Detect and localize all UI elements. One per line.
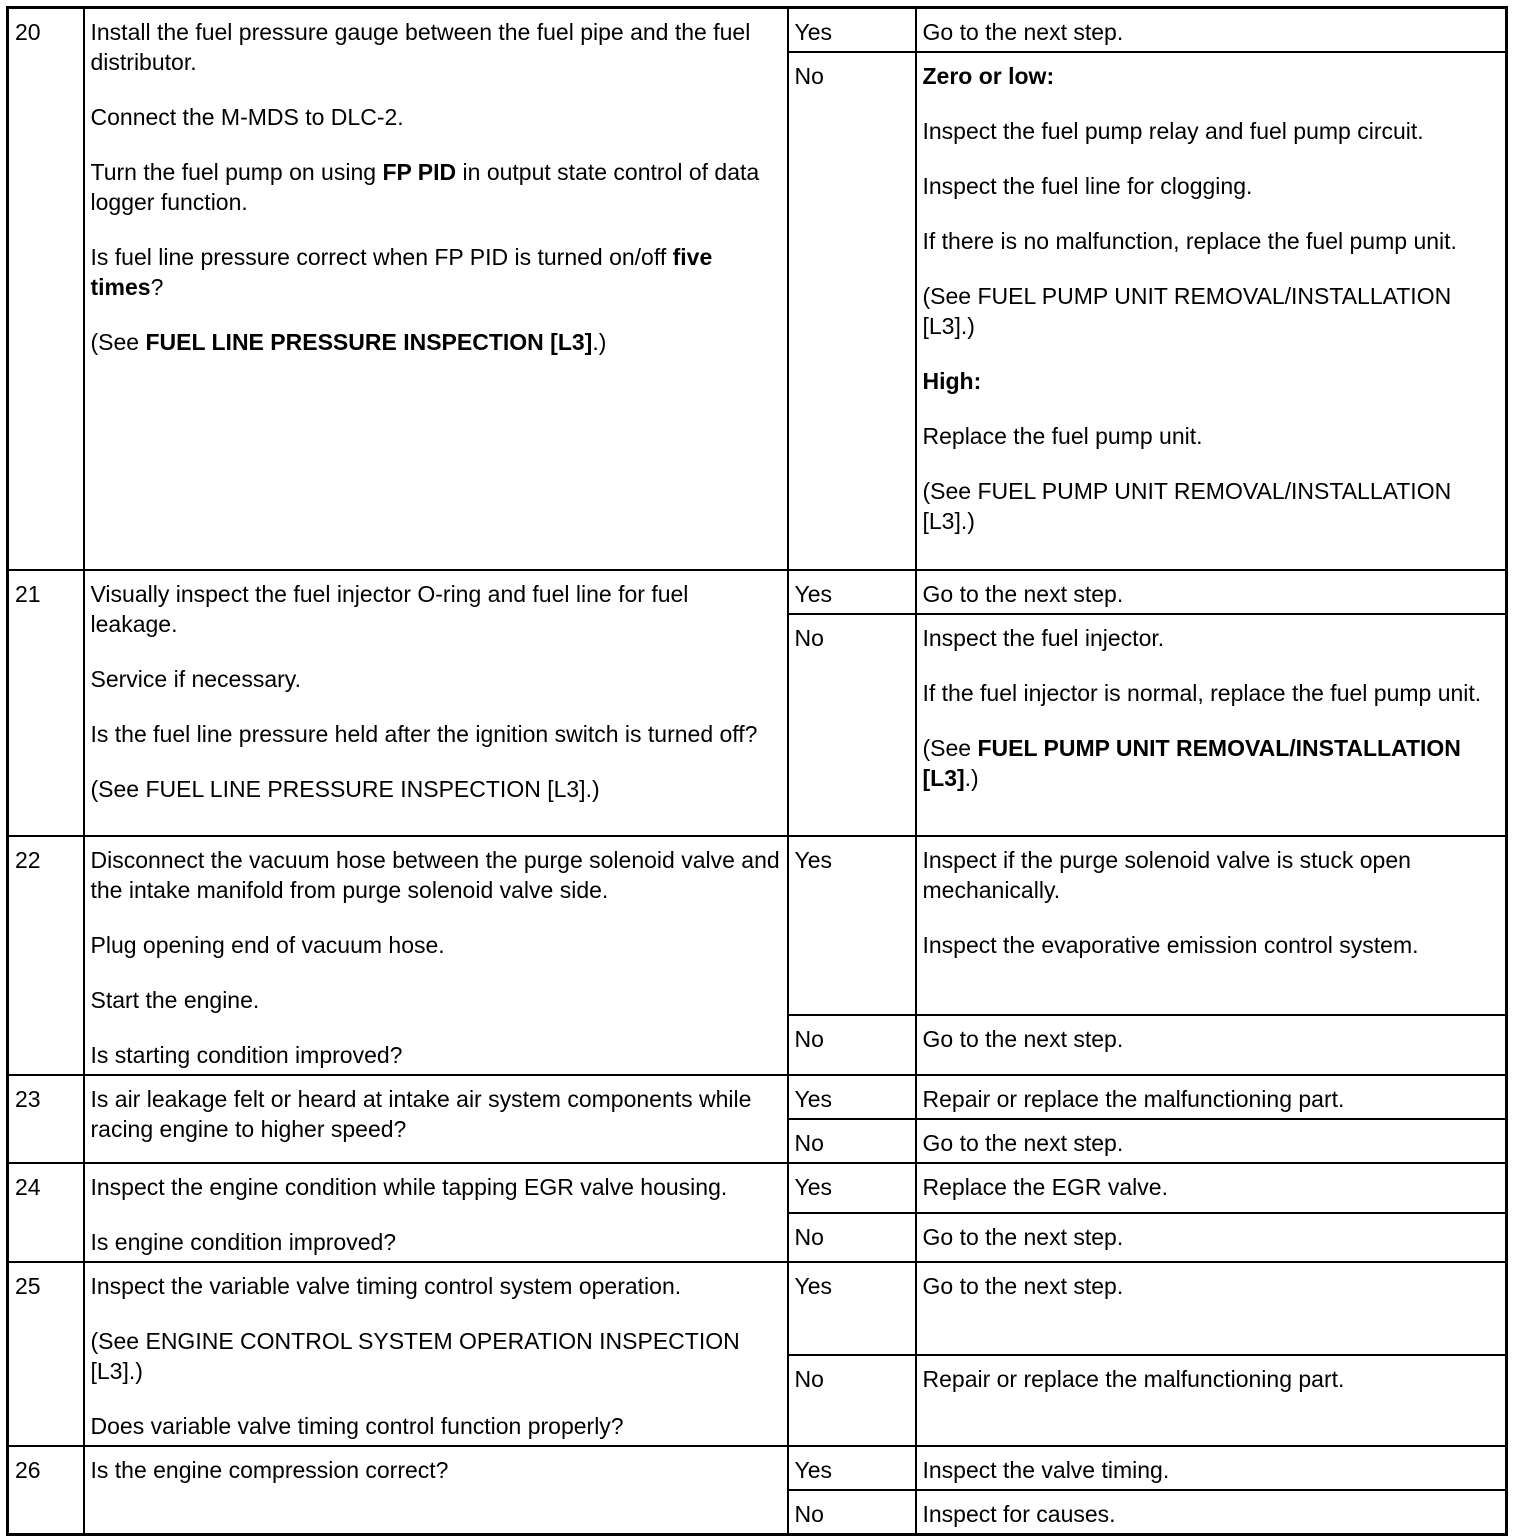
- text-run: in output state control of data logger function.: [90, 159, 760, 215]
- paragraph: [91, 845, 781, 905]
- step-number: 23: [8, 1075, 84, 1163]
- text-run: Go to the next step.: [922, 1025, 1124, 1052]
- text-run: (See FUEL LINE PRESSURE INSPECTION [L3].): [90, 776, 600, 802]
- paragraph: [91, 1172, 781, 1202]
- paragraph: [923, 1024, 1500, 1054]
- paragraph: [923, 623, 1500, 653]
- paragraph: [91, 1227, 781, 1257]
- bold-text: five times: [90, 244, 713, 300]
- step-answer: Yes: [788, 8, 916, 53]
- text-run: (See FUEL PUMP UNIT REMOVAL/INSTALLATION [L3].): [922, 283, 1452, 339]
- step-answer: No: [788, 1213, 916, 1263]
- bold-text: FP PID: [382, 159, 457, 185]
- step-answer: Yes: [788, 836, 916, 1015]
- step-action: [916, 836, 1507, 1015]
- paragraph: [91, 664, 781, 694]
- step-action: [916, 1355, 1507, 1446]
- text-run: Inspect for causes.: [922, 1501, 1116, 1527]
- text-run: Inspect the fuel line for clogging.: [922, 173, 1253, 199]
- paragraph: [923, 476, 1500, 536]
- text-run: Replace the fuel pump unit.: [922, 423, 1203, 449]
- text-run: Is starting condition improved?: [90, 1042, 403, 1068]
- text-run: Does variable valve timing control function properly?: [90, 1413, 624, 1439]
- step-answer: Yes: [788, 1163, 916, 1213]
- table-row: [8, 8, 1507, 53]
- text-run: Go to the next step.: [922, 581, 1124, 607]
- paragraph: [923, 171, 1500, 201]
- paragraph: [923, 226, 1500, 256]
- text-run: Is the fuel line pressure held after the ignition switch is turned off?: [90, 721, 758, 747]
- paragraph: [923, 1084, 1500, 1114]
- paragraph: [923, 281, 1500, 341]
- text-run: Inspect the valve timing.: [922, 1457, 1170, 1483]
- steps-table-body: [8, 8, 1507, 1535]
- text-run: Turn the fuel pump on using: [90, 159, 383, 185]
- text-run: .): [964, 765, 979, 791]
- step-number: 20: [8, 8, 84, 571]
- paragraph: [91, 242, 781, 302]
- step-answer: No: [788, 614, 916, 836]
- step-answer: No: [788, 1490, 916, 1535]
- step-number: 22: [8, 836, 84, 1075]
- step-action: [916, 1119, 1507, 1163]
- text-run: Visually inspect the fuel injector O-ring and fuel line for fuel leakage.: [90, 581, 689, 637]
- text-run: Inspect the evaporative emission control system.: [922, 932, 1419, 958]
- step-answer: No: [788, 1119, 916, 1163]
- paragraph: [91, 1455, 781, 1485]
- paragraph: [91, 774, 781, 804]
- paragraph: [923, 1128, 1500, 1158]
- paragraph: [923, 366, 1500, 396]
- paragraph: [923, 678, 1500, 708]
- paragraph: [923, 930, 1500, 960]
- paragraph: [923, 421, 1500, 451]
- text-run: Repair or replace the malfunctioning part.: [922, 1086, 1345, 1112]
- step-number: 24: [8, 1163, 84, 1262]
- step-action: [916, 1015, 1507, 1075]
- text-run: Install the fuel pressure gauge between the fuel pipe and the fuel distributor.: [90, 19, 751, 75]
- step-number: 26: [8, 1446, 84, 1535]
- paragraph: [91, 1084, 781, 1144]
- step-answer: No: [788, 1355, 916, 1446]
- paragraph: [91, 102, 781, 132]
- paragraph: [923, 1499, 1500, 1529]
- text-run: (See: [90, 329, 146, 355]
- step-number: 25: [8, 1262, 84, 1446]
- paragraph: [923, 1271, 1500, 1301]
- text-run: Start the engine.: [90, 987, 260, 1013]
- text-run: Disconnect the vacuum hose between the purge solenoid valve and the intake manifold from purge solenoid valve side.: [90, 847, 780, 903]
- text-run: Service if necessary.: [90, 666, 301, 692]
- step-action: [916, 1262, 1507, 1355]
- step-description: [84, 836, 788, 1075]
- text-run: Go to the next step.: [922, 1223, 1124, 1250]
- table-row: [8, 1446, 1507, 1490]
- text-run: Inspect the engine condition while tapping EGR valve housing.: [90, 1174, 728, 1200]
- paragraph: [923, 61, 1500, 91]
- paragraph: [91, 719, 781, 749]
- step-answer: No: [788, 1015, 916, 1075]
- paragraph: [923, 1172, 1500, 1202]
- text-run: Is engine condition improved?: [90, 1229, 397, 1255]
- table-row: [8, 1163, 1507, 1213]
- step-action: [916, 1163, 1507, 1213]
- text-run: .): [592, 329, 607, 355]
- text-run: If there is no malfunction, replace the fuel pump unit.: [922, 228, 1457, 254]
- step-answer: Yes: [788, 1262, 916, 1355]
- step-action: [916, 52, 1507, 570]
- step-action: [916, 570, 1507, 614]
- paragraph: [923, 17, 1500, 47]
- bold-text: Zero or low:: [922, 63, 1055, 89]
- text-run: (See ENGINE CONTROL SYSTEM OPERATION INSPECTION [L3].): [90, 1328, 740, 1384]
- step-description: [84, 1163, 788, 1262]
- text-run: Is air leakage felt or heard at intake air system components while racing engine to higher speed?: [90, 1086, 752, 1142]
- step-description: [84, 1446, 788, 1535]
- paragraph: [923, 1222, 1500, 1252]
- paragraph: [923, 1455, 1500, 1485]
- text-run: Go to the next step.: [922, 1130, 1124, 1156]
- step-answer: Yes: [788, 1075, 916, 1119]
- paragraph: [91, 1326, 781, 1386]
- step-answer: No: [788, 52, 916, 570]
- table-row: [8, 1075, 1507, 1119]
- step-action: [916, 1075, 1507, 1119]
- text-run: (See FUEL PUMP UNIT REMOVAL/INSTALLATION [L3].): [922, 478, 1452, 534]
- step-action: [916, 1490, 1507, 1535]
- bold-text: FUEL LINE PRESSURE INSPECTION [L3]: [145, 329, 593, 355]
- paragraph: [91, 1271, 781, 1301]
- step-action: [916, 1446, 1507, 1490]
- text-run: Plug opening end of vacuum hose.: [90, 932, 445, 958]
- paragraph: [923, 845, 1500, 905]
- paragraph: [923, 579, 1500, 609]
- text-run: Inspect the fuel pump relay and fuel pump circuit.: [922, 118, 1424, 144]
- step-answer: Yes: [788, 570, 916, 614]
- step-number: 21: [8, 570, 84, 836]
- paragraph: [91, 327, 781, 357]
- paragraph: [91, 930, 781, 960]
- table-row: [8, 570, 1507, 614]
- text-run: Inspect the fuel injector.: [922, 625, 1165, 651]
- troubleshooting-table: [6, 6, 1508, 1536]
- paragraph: [923, 1364, 1500, 1394]
- step-action: [916, 8, 1507, 53]
- text-run: Go to the next step.: [922, 19, 1124, 45]
- step-action: [916, 1213, 1507, 1263]
- troubleshooting-document: [6, 6, 1508, 1527]
- paragraph: [91, 1411, 781, 1441]
- paragraph: [91, 157, 781, 217]
- step-description: [84, 8, 788, 571]
- bold-text: FUEL PUMP UNIT REMOVAL/INSTALLATION [L3]: [922, 735, 1461, 791]
- table-row: [8, 836, 1507, 1015]
- step-description: [84, 1262, 788, 1446]
- text-run: Is fuel line pressure correct when FP PID is turned on/off: [90, 244, 673, 270]
- step-action: [916, 614, 1507, 836]
- step-answer: Yes: [788, 1446, 916, 1490]
- paragraph: [923, 733, 1500, 793]
- paragraph: [91, 985, 781, 1015]
- bold-text: High:: [922, 368, 982, 394]
- paragraph: [91, 1040, 781, 1070]
- text-run: Go to the next step.: [922, 1273, 1124, 1299]
- table-row: [8, 1262, 1507, 1355]
- text-run: Inspect if the purge solenoid valve is stuck open mechanically.: [922, 847, 1411, 903]
- text-run: Repair or replace the malfunctioning part.: [922, 1366, 1345, 1392]
- text-run: If the fuel injector is normal, replace the fuel pump unit.: [922, 680, 1482, 706]
- text-run: ?: [150, 274, 164, 300]
- text-run: Inspect the variable valve timing control system operation.: [90, 1273, 682, 1299]
- text-run: Is the engine compression correct?: [90, 1457, 449, 1483]
- text-run: Connect the M-MDS to DLC-2.: [90, 104, 404, 130]
- text-run: (See: [922, 735, 978, 761]
- step-description: [84, 570, 788, 836]
- paragraph: [923, 116, 1500, 146]
- step-description: [84, 1075, 788, 1163]
- text-run: Replace the EGR valve.: [922, 1174, 1168, 1200]
- paragraph: [91, 17, 781, 77]
- paragraph: [91, 579, 781, 639]
